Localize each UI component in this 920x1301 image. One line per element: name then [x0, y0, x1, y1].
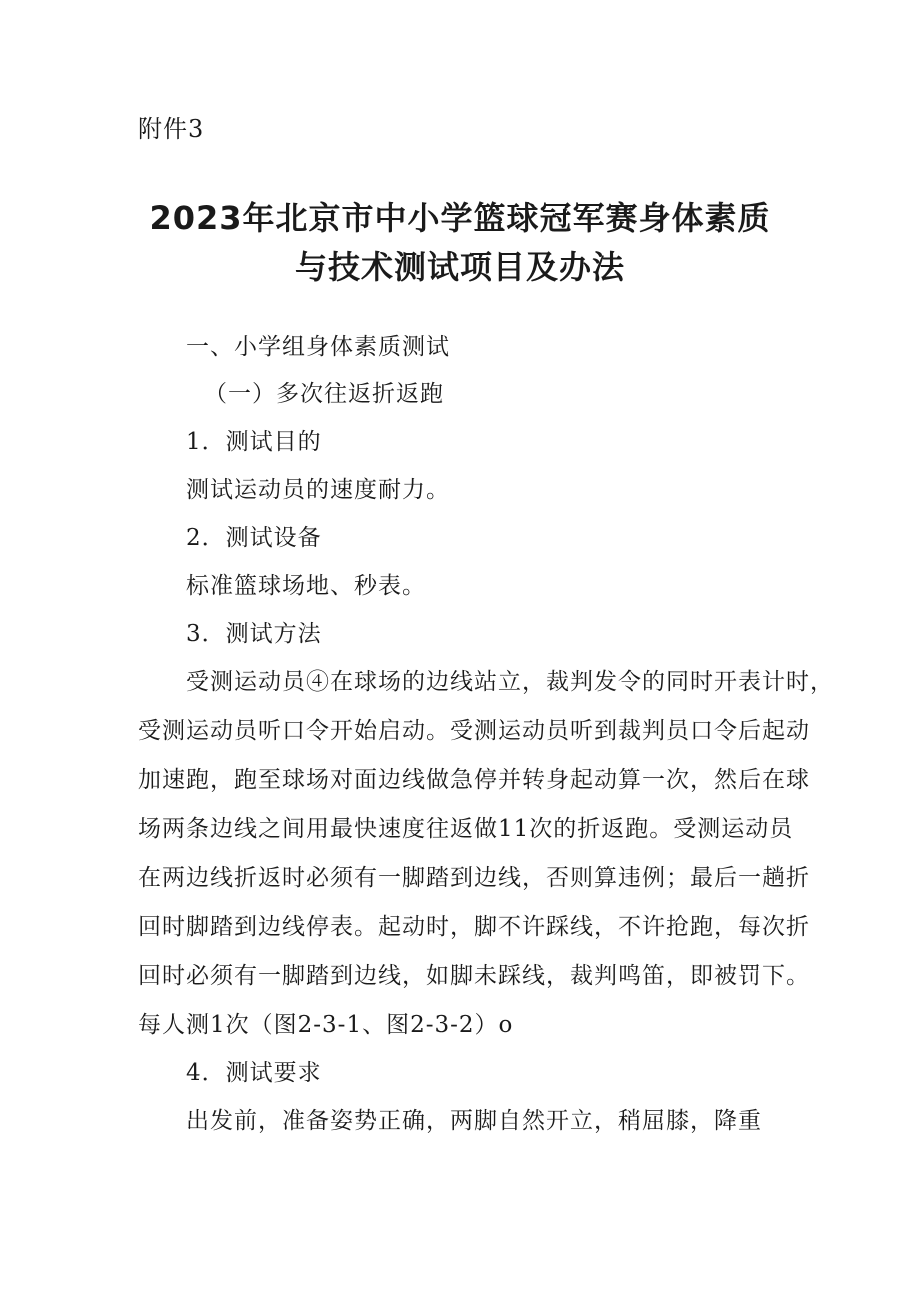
item-text-equipment: 标准篮球场地、秒表。 — [186, 573, 426, 599]
item-text-requirements: 出发前，准备姿势正确，两脚自然开立，稍屈膝，降重 — [186, 1108, 762, 1134]
section-heading: 一、小学组身体素质测试 — [186, 334, 450, 360]
item-heading-purpose: 1．测试目的 — [186, 429, 322, 455]
method-paragraph-line: 每人测1次（图2-3-1、图2-3-2）o — [138, 1012, 514, 1038]
method-paragraph-line: 回时脚踏到边线停表。起动时，脚不许踩线，不许抢跑，每次折 — [138, 914, 810, 940]
method-paragraph-line: 场两条边线之间用最快速度往返做11次的折返跑。受测运动员 — [138, 816, 794, 842]
method-paragraph-line: 受测运动员听口令开始启动。受测运动员听到裁判员口令后起动 — [138, 718, 810, 744]
item-text-purpose: 测试运动员的速度耐力。 — [186, 477, 450, 503]
method-paragraph-line: 回时必须有一脚踏到边线，如脚未踩线，裁判鸣笛，即被罚下。 — [138, 963, 810, 989]
item-heading-requirements: 4．测试要求 — [186, 1060, 322, 1086]
method-paragraph-line: 在两边线折返时必须有一脚踏到边线，否则算违例；最后一趟折 — [138, 865, 810, 891]
method-paragraph-line: 加速跑，跑至球场对面边线做急停并转身起动算一次，然后在球 — [138, 767, 810, 793]
attachment-label: 附件3 — [138, 115, 205, 143]
method-paragraph-line: 受测运动员④在球场的边线站立，裁判发令的同时开表计时， — [186, 669, 834, 695]
page-title-line-2: 与技术测试项目及办法 — [294, 248, 625, 286]
subsection-heading: （一）多次往返折返跑 — [204, 381, 444, 407]
page-title-line-1: 2023年北京市中小学篮球冠军赛身体素质 — [149, 199, 771, 237]
item-heading-method: 3．测试方法 — [186, 621, 322, 647]
item-heading-equipment: 2．测试设备 — [186, 525, 322, 551]
